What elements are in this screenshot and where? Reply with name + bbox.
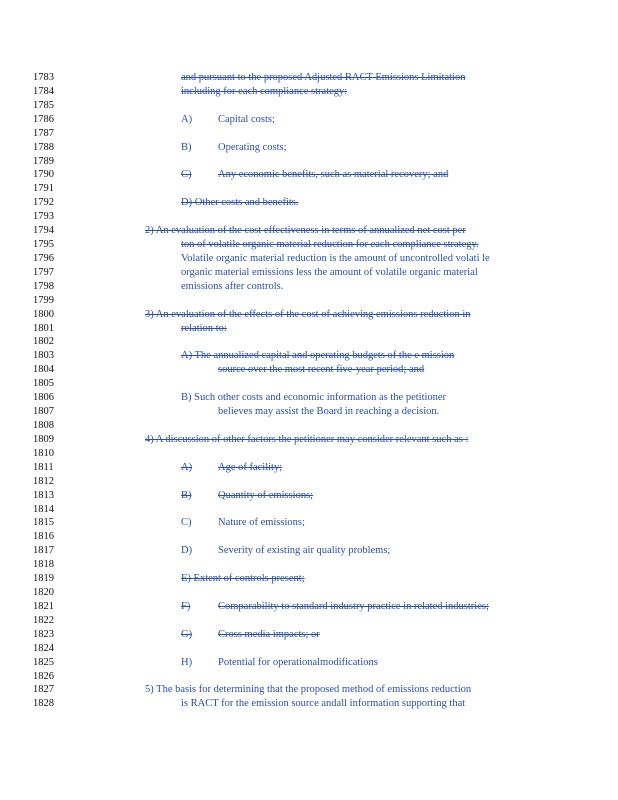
line-number: 1801: [33, 322, 54, 334]
line-number: 1802: [33, 336, 54, 348]
document-line: [0, 683, 618, 697]
line-number: 1821: [33, 600, 54, 612]
document-line: [0, 503, 618, 517]
document-line: [0, 614, 618, 628]
document-line: [0, 670, 618, 684]
line-text: H): [181, 656, 193, 668]
line-number: 1814: [33, 503, 54, 515]
document-line: [0, 252, 618, 266]
document-line: [0, 586, 618, 600]
struck-text: Comparability to standard industry practice in related industries;: [218, 600, 489, 612]
document-line: [0, 168, 618, 182]
line-number: 1815: [33, 517, 54, 529]
line-number: 1810: [33, 447, 54, 459]
document-line: [0, 363, 618, 377]
document-line: [0, 461, 618, 475]
document-line: [0, 489, 618, 503]
line-number: 1809: [33, 433, 54, 445]
line-text: A): [181, 113, 193, 125]
line-text: organic material emissions less the amount of volatile organic material: [181, 266, 478, 278]
struck-text: source over the most recent five-year period; and: [218, 364, 425, 376]
document-line: [0, 475, 618, 489]
struck-text: F): [181, 600, 191, 612]
line-text: B) Such other costs and economic information as the petitioner: [181, 392, 447, 404]
document-line: [0, 308, 618, 322]
line-text: D): [181, 545, 193, 557]
line-number: 1803: [33, 350, 54, 362]
line-text: Operating costs;: [218, 141, 287, 153]
document-line: [0, 85, 618, 99]
struck-text: D) Other costs and benefits.: [181, 197, 299, 209]
line-number: 1826: [33, 670, 54, 682]
struck-text: and pursuant to the proposed Adjusted RACT Emissions Limitation: [181, 72, 466, 83]
line-number: 1804: [33, 364, 54, 376]
line-number: 1822: [33, 614, 54, 626]
line-number: 1783: [33, 72, 54, 83]
line-number: 1825: [33, 656, 54, 668]
struck-text: relation to:: [181, 322, 227, 334]
line-text: believes may assist the Board in reaching a decision.: [218, 406, 440, 418]
document-line: [0, 113, 618, 127]
document-line: [0, 447, 618, 461]
struck-text: Quantity of emissions;: [218, 489, 314, 501]
line-number: 1787: [33, 127, 54, 139]
line-number: 1792: [33, 197, 54, 209]
line-text: is RACT for the emission source andall information supporting that: [181, 698, 466, 710]
document-line: [0, 238, 618, 252]
line-number: 1817: [33, 545, 54, 557]
line-number: 1799: [33, 294, 54, 306]
document-line: [0, 99, 618, 113]
document-line: [0, 322, 618, 336]
line-number: 1820: [33, 587, 54, 599]
struck-text: 2) An evaluation of the cost effectiveness in terms of annualized net cost per: [145, 225, 466, 237]
line-number: 1789: [33, 155, 54, 167]
struck-text: 3) An evaluation of the effects of the cost of achieving emissions reduction in: [145, 308, 471, 320]
document-line: [0, 530, 618, 544]
document-line: [0, 210, 618, 224]
struck-text: Age of facility;: [218, 461, 283, 473]
document-line: [0, 558, 618, 572]
line-number: 1796: [33, 252, 54, 264]
line-number: 1811: [33, 461, 54, 473]
line-text: Severity of existing air quality problems;: [218, 545, 391, 557]
document-line: [0, 71, 618, 85]
line-number: 1797: [33, 266, 54, 278]
struck-text: A): [181, 461, 193, 473]
line-text: C): [181, 517, 192, 529]
line-number: 1788: [33, 141, 54, 153]
document-line: [0, 182, 618, 196]
struck-text: C): [181, 169, 192, 181]
document-line: [0, 294, 618, 308]
line-number: 1818: [33, 559, 54, 571]
line-text: Potential for operationalmodifications: [218, 656, 378, 668]
document-line: [0, 405, 618, 419]
document-line: [0, 642, 618, 656]
line-number: 1816: [33, 531, 54, 543]
document-line: [0, 600, 618, 614]
struck-text: including for each compliance strategy:: [181, 85, 348, 97]
document-line: [0, 224, 618, 238]
line-number: 1805: [33, 378, 54, 390]
line-number: 1785: [33, 99, 54, 111]
struck-text: Any economic benefits, such as material recovery; and: [218, 169, 449, 181]
line-text: Volatile organic material reduction is the amount of uncontrolled volati le: [181, 252, 490, 264]
line-number: 1819: [33, 573, 54, 585]
document-line: [0, 656, 618, 670]
line-text: Nature of emissions;: [218, 517, 305, 529]
struck-text: E) Extent of controls present;: [181, 573, 305, 585]
document-line: [0, 628, 618, 642]
line-number: 1794: [33, 225, 54, 237]
struck-text: Cross media impacts; or: [218, 628, 320, 640]
document-line: [0, 516, 618, 530]
line-number: 1790: [33, 169, 54, 181]
document-line: [0, 335, 618, 349]
line-number: 1807: [33, 406, 54, 418]
document-line: [0, 433, 618, 447]
document-line: [0, 349, 618, 363]
document-line: [0, 155, 618, 169]
document-line: [0, 266, 618, 280]
line-number: 1828: [33, 698, 54, 710]
line-text: 5) The basis for determining that the proposed method of emissions reduction: [145, 684, 472, 696]
document-line: [0, 141, 618, 155]
line-number: 1795: [33, 239, 54, 251]
struck-text: A) The annualized capital and operating budgets of the e mission: [181, 350, 455, 362]
line-number: 1800: [33, 308, 54, 320]
line-number: 1812: [33, 475, 54, 487]
document-line: [0, 127, 618, 141]
line-number: 1824: [33, 642, 54, 654]
line-text: emissions after controls.: [181, 280, 284, 292]
line-number: 1806: [33, 392, 54, 404]
line-number: 1808: [33, 420, 54, 431]
document-line: [0, 419, 618, 433]
document-line: [0, 280, 618, 294]
line-number: 1798: [33, 280, 54, 292]
document-line: [0, 697, 618, 711]
struck-text: G): [181, 628, 193, 640]
line-number: 1786: [33, 113, 54, 125]
struck-text: ton of volatile organic material reduction for each compliance strategy.: [181, 239, 479, 251]
struck-text: B): [181, 489, 192, 501]
document-line: [0, 391, 618, 405]
document-line: [0, 196, 618, 210]
document-line: [0, 377, 618, 391]
line-number: 1827: [33, 684, 54, 696]
line-number: 1784: [33, 85, 54, 97]
line-number: 1793: [33, 211, 54, 223]
struck-text: 4) A discussion of other factors the petitioner may consider relevant such as :: [145, 433, 469, 445]
line-number: 1791: [33, 183, 54, 195]
line-number: 1813: [33, 489, 54, 501]
document-line: [0, 572, 618, 586]
line-text: Capital costs;: [218, 113, 275, 125]
line-text: B): [181, 141, 192, 153]
line-number: 1823: [33, 628, 54, 640]
document-line: [0, 544, 618, 558]
